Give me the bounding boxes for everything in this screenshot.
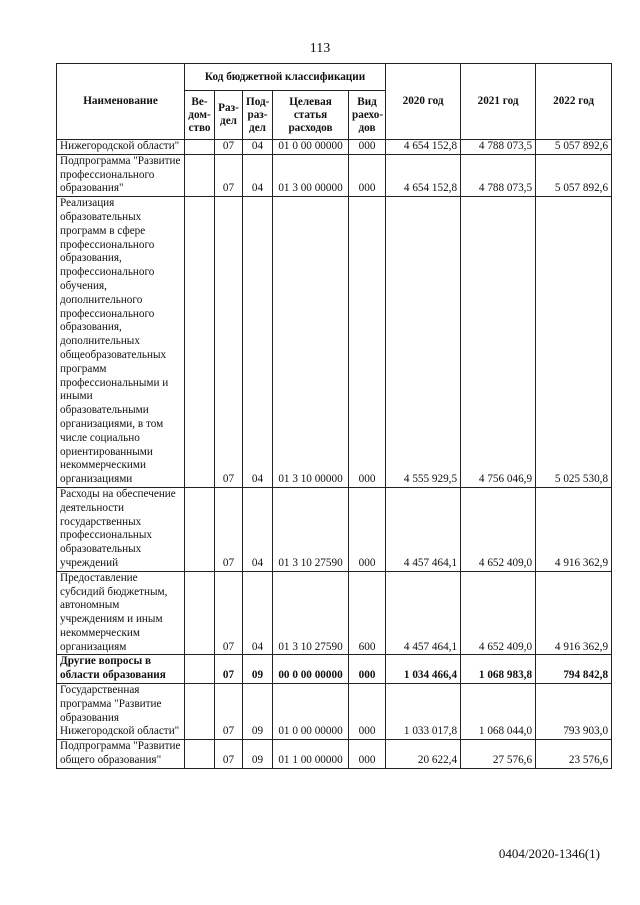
row-2022: 5 025 530,8 [536, 197, 612, 488]
row-2022: 4 916 362,9 [536, 571, 612, 655]
row-podrazdel: 09 [243, 740, 273, 769]
table-row [57, 197, 612, 488]
row-2020: 4 555 929,5 [386, 197, 461, 488]
row-2022: 5 057 892,6 [536, 140, 612, 155]
row-csr: 01 3 10 00000 [273, 197, 349, 488]
header-2021: 2021 год [461, 64, 536, 140]
row-2020: 1 034 466,4 [386, 655, 461, 684]
row-podrazdel: 09 [243, 684, 273, 740]
table-row [57, 140, 612, 155]
row-name: Предоставление субсидий бюджетным, автономным учреждениям и иным некоммерческим организациям [57, 571, 185, 655]
row-csr: 01 3 00 00000 [273, 154, 349, 196]
row-ved [185, 684, 215, 740]
row-2021: 4 652 409,0 [461, 571, 536, 655]
row-2021: 27 576,6 [461, 740, 536, 769]
row-2021: 4 652 409,0 [461, 487, 536, 571]
table-row [57, 740, 612, 769]
row-ved [185, 571, 215, 655]
row-razdel: 07 [215, 154, 243, 196]
row-name: Нижегородской области" [57, 140, 185, 155]
row-vid: 000 [349, 487, 386, 571]
row-podrazdel: 09 [243, 655, 273, 684]
row-razdel: 07 [215, 571, 243, 655]
row-2022: 23 576,6 [536, 740, 612, 769]
row-csr: 01 0 00 00000 [273, 140, 349, 155]
header-2020: 2020 год [386, 64, 461, 140]
row-2020: 20 622,4 [386, 740, 461, 769]
header-ved: Ве-дом-ство [185, 91, 215, 140]
table-row [57, 655, 612, 684]
row-2022: 4 916 362,9 [536, 487, 612, 571]
row-name: Другие вопросы в области образования [57, 655, 185, 684]
page-number: 113 [309, 41, 331, 56]
row-ved [185, 655, 215, 684]
header-razdel: Раз-дел [215, 91, 243, 140]
row-vid: 600 [349, 571, 386, 655]
row-csr: 00 0 00 00000 [273, 655, 349, 684]
row-razdel: 07 [215, 197, 243, 488]
row-name: Подпрограмма "Развитие общего образования" [57, 740, 185, 769]
row-2021: 1 068 983,8 [461, 655, 536, 684]
row-razdel: 07 [215, 740, 243, 769]
row-2022: 793 903,0 [536, 684, 612, 740]
row-name: Реализация образовательных программ в сфере профессионального образования, профессионального обучения, дополнительного профессионального образования, дополнительных общеобразовательных программ профессиональными и иными образовательными организациями, в том числе социально ориентированными некоммерческими организациями [57, 197, 185, 488]
table-row [57, 154, 612, 196]
row-vid: 000 [349, 655, 386, 684]
header-podrazdel: Под-раз-дел [243, 91, 273, 140]
header-classification: Код бюджетной классификации [185, 64, 386, 91]
row-ved [185, 154, 215, 196]
row-2022: 794 842,8 [536, 655, 612, 684]
row-2021: 4 788 073,5 [461, 154, 536, 196]
row-2020: 4 654 152,8 [386, 140, 461, 155]
row-csr: 01 1 00 00000 [273, 740, 349, 769]
row-podrazdel: 04 [243, 571, 273, 655]
row-2020: 4 654 152,8 [386, 154, 461, 196]
row-csr: 01 0 00 00000 [273, 684, 349, 740]
row-2021: 4 756 046,9 [461, 197, 536, 488]
row-2021: 4 788 073,5 [461, 140, 536, 155]
row-ved [185, 740, 215, 769]
row-vid: 000 [349, 197, 386, 488]
row-name: Подпрограмма "Развитие профессионального образования" [57, 154, 185, 196]
header-vid: Вид раехо-дов [349, 91, 386, 140]
row-2022: 5 057 892,6 [536, 154, 612, 196]
row-csr: 01 3 10 27590 [273, 571, 349, 655]
row-ved [185, 197, 215, 488]
row-ved [185, 140, 215, 155]
row-ved [185, 487, 215, 571]
table-row [57, 684, 612, 740]
row-vid: 000 [349, 154, 386, 196]
budget-table [56, 63, 612, 769]
header-name: Наименование [57, 64, 185, 140]
row-name: Государственная программа "Развитие образования Нижегородской области" [57, 684, 185, 740]
row-razdel: 07 [215, 140, 243, 155]
row-name: Расходы на обеспечение деятельности государственных профессиональных образовательных учреждений [57, 487, 185, 571]
row-podrazdel: 04 [243, 140, 273, 155]
row-vid: 000 [349, 740, 386, 769]
row-podrazdel: 04 [243, 487, 273, 571]
header-2022: 2022 год [536, 64, 612, 140]
row-2020: 1 033 017,8 [386, 684, 461, 740]
document-code: 0404/2020-1346(1) [498, 846, 600, 861]
row-2020: 4 457 464,1 [386, 487, 461, 571]
row-razdel: 07 [215, 655, 243, 684]
table-row [57, 487, 612, 571]
row-podrazdel: 04 [243, 197, 273, 488]
table-row [57, 571, 612, 655]
row-razdel: 07 [215, 487, 243, 571]
row-vid: 000 [349, 140, 386, 155]
row-2021: 1 068 044,0 [461, 684, 536, 740]
row-razdel: 07 [215, 684, 243, 740]
row-2020: 4 457 464,1 [386, 571, 461, 655]
header-celevaya: Целевая статья расходов [273, 91, 349, 140]
row-podrazdel: 04 [243, 154, 273, 196]
row-vid: 000 [349, 684, 386, 740]
row-csr: 01 3 10 27590 [273, 487, 349, 571]
